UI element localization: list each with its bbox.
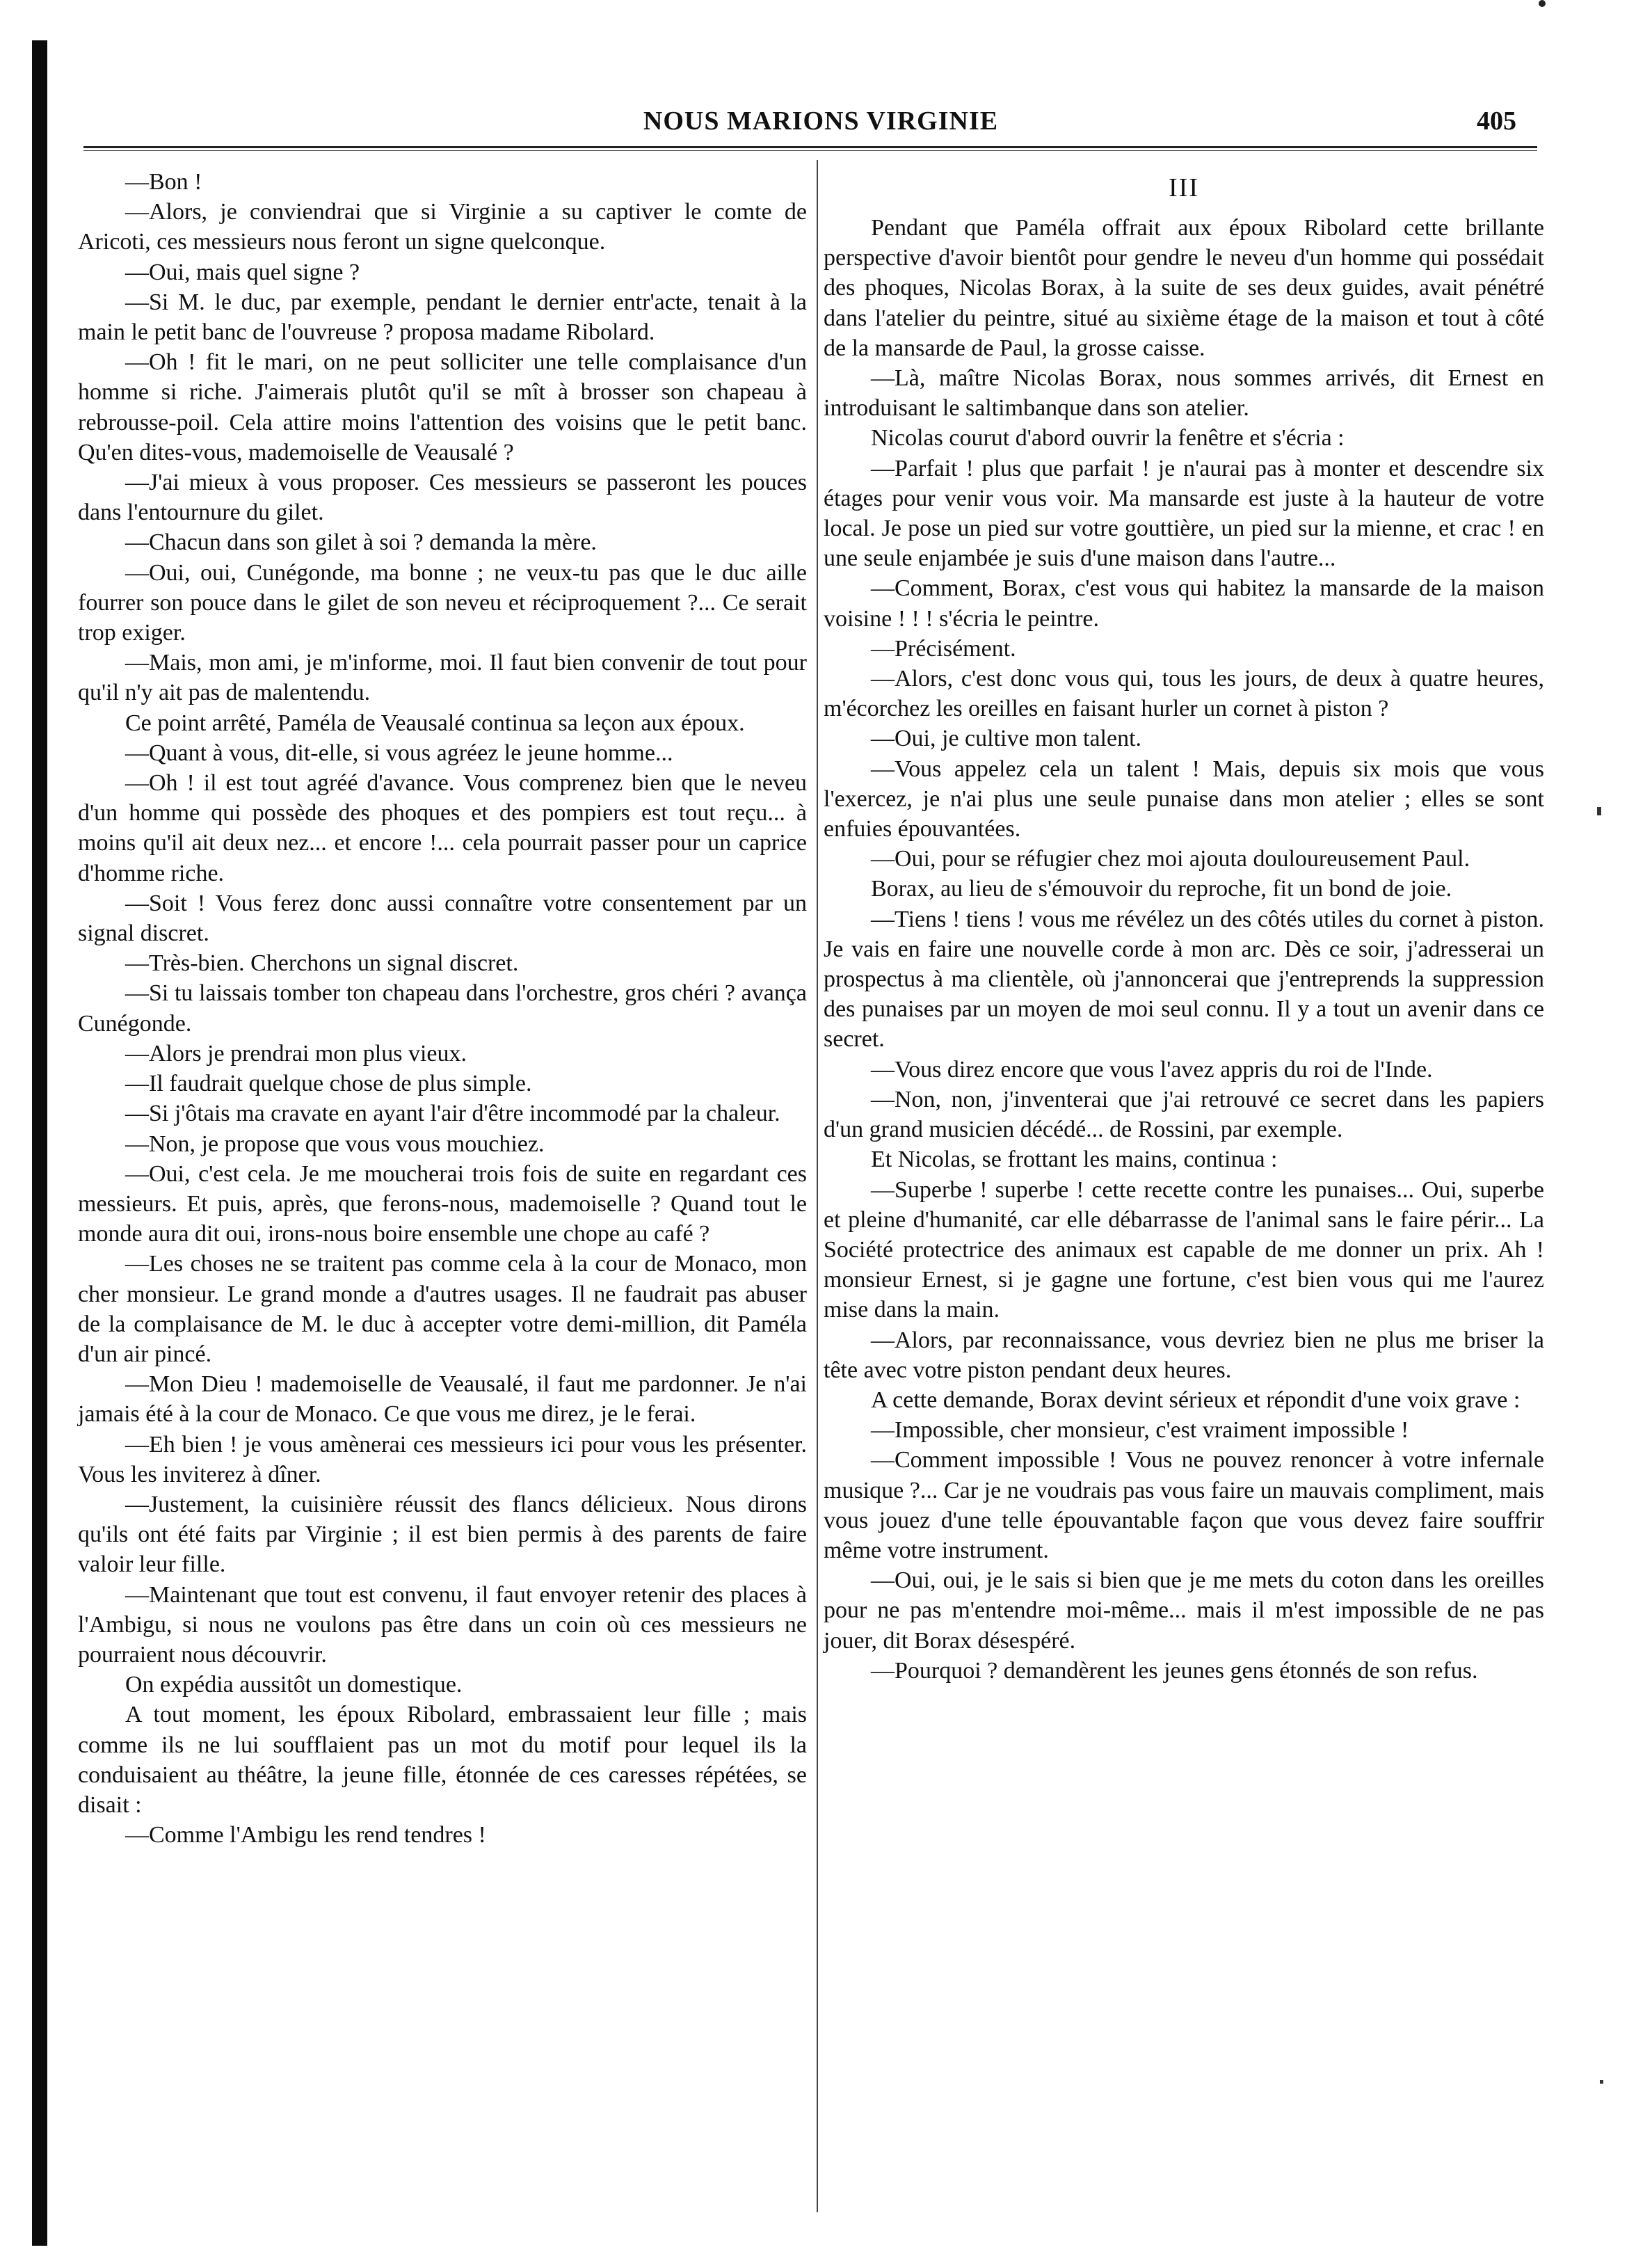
paragraph: Ce point arrêté, Paméla de Veausalé continua sa leçon aux époux. xyxy=(125,710,745,736)
paragraph: A cette demande, Borax devint sérieux et répondit d'une voix grave : xyxy=(871,1387,1521,1413)
paragraph: —Bon ! xyxy=(125,169,202,195)
running-title: NOUS MARIONS VIRGINIE xyxy=(643,106,999,136)
paragraph: Pendant que Paméla offrait aux époux Ribolard cette brillante perspective d'avoir bientôt pour gendre le neveu d'un homme qui possédait des phoques, Nicolas Borax, à la suite de ses deux guides, avait pénétré dans l'atelier du peintre, situé au sixième étage de la maison et tout à côté de la mansarde de Paul, la grosse caisse. xyxy=(824,215,1544,361)
margin-speck xyxy=(1600,2080,1603,2084)
paragraph: —Tiens ! tiens ! vous me révélez un des côtés utiles du cornet à piston. Je vais en faire une nouvelle corde à mon arc. Dès ce soir, j'adresserai un prospectus à ma clientèle, où j'annoncerai que j'entreprends la suppression des punaises par un moyen de moi seul connu. Il y a tout un avenir dans ce secret. xyxy=(824,906,1544,1053)
paragraph: —Non, non, j'inventerai que j'ai retrouvé ce secret dans les papiers d'un grand musicien décédé... de Rossini, par exemple. xyxy=(824,1086,1544,1143)
paragraph: —Pourquoi ? demandèrent les jeunes gens étonnés de son refus. xyxy=(871,1657,1478,1684)
paragraph: —Eh bien ! je vous amènerai ces messieurs ici pour vous les présenter. Vous les inviterez à dîner. xyxy=(78,1431,807,1487)
paragraph: —Impossible, cher monsieur, c'est vraiment impossible ! xyxy=(871,1417,1409,1444)
paragraph: —Parfait ! plus que parfait ! je n'aurai pas à monter et descendre six étages pour venir vous voir. Ma mansarde est juste à la hauteur de votre local. Je pose un pied sur votre gouttière, un pied sur la mienne, et crac ! en une seule enjambée je suis d'une maison dans l'autre... xyxy=(824,455,1544,572)
paragraph: —Comme l'Ambigu les rend tendres ! xyxy=(125,1822,486,1848)
page-number: 405 xyxy=(1477,106,1516,136)
paragraph: —Oh ! il est tout agréé d'avance. Vous comprenez bien que le neveu d'un homme qui possède des phoques et des pompiers est tout reçu... à moins qu'il ait deux nez... et encore !... cela pourrait passer pour un caprice d'homme riche. xyxy=(78,770,807,886)
paragraph: —Oui, je cultive mon talent. xyxy=(871,726,1142,752)
paragraph: —Très-bien. Cherchons un signal discret. xyxy=(125,950,519,977)
left-column xyxy=(78,167,807,1850)
paragraph: —Précisément. xyxy=(871,635,1016,662)
paragraph: —Alors, je conviendrai que si Virginie a su captiver le comte de Aricoti, ces messieurs nous feront un signe quelconque. xyxy=(78,199,807,255)
paragraph: Nicolas courut d'abord ouvrir la fenêtre et s'écria : xyxy=(871,425,1345,452)
paragraph: —Vous direz encore que vous l'avez appris du roi de l'Inde. xyxy=(871,1056,1433,1083)
paragraph: —Quant à vous, dit-elle, si vous agréez le jeune homme... xyxy=(125,740,673,766)
paragraph: —Justement, la cuisinière réussit des flancs délicieux. Nous dirons qu'ils ont été faits par Virginie ; il est bien permis à des parents de faire valoir leur fille. xyxy=(78,1491,807,1578)
header-rule-thin xyxy=(83,150,1537,151)
paragraph: —Superbe ! superbe ! cette recette contre les punaises... Oui, superbe et pleine d'humanité, car elle débarrasse de l'animal sans le faire périr... La Société protectrice des animaux est capable de me donner un prix. Ah ! monsieur Ernest, si je gagne une fortune, c'est bien vous qui me l'aurez mise dans la main. xyxy=(824,1176,1544,1323)
paragraph: —Soit ! Vous ferez donc aussi connaître votre consentement par un signal discret. xyxy=(78,890,807,947)
paragraph: —Oh ! fit le mari, on ne peut solliciter une telle complaisance d'un homme si riche. J'aimerais plutôt qu'il se mît à brosser son chapeau à rebrousse-poil. Cela attire moins l'attention des voisins que le petit banc. Qu'en dites-vous, mademoiselle de Veausalé ? xyxy=(78,349,807,465)
page-binding-edge xyxy=(32,40,47,2246)
column-divider xyxy=(817,160,818,2212)
paragraph: —Les choses ne se traitent pas comme cela à la cour de Monaco, mon cher monsieur. Le grand monde a d'autres usages. Il ne faudrait pas abuser de la complaisance de M. le duc à accepter votre demi-million, dit Paméla d'un air pincé. xyxy=(78,1251,807,1367)
paragraph: —Alors, c'est donc vous qui, tous les jours, de deux à quatre heures, m'écorchez les oreilles en faisant hurler un cornet à piston ? xyxy=(824,666,1544,722)
paragraph: —Oui, c'est cela. Je me moucherai trois fois de suite en regardant ces messieurs. Et puis, après, que ferons-nous, mademoiselle ? Quand tout le monde aura dit oui, irons-nous boire ensemble une chope au café ? xyxy=(78,1160,807,1247)
paragraph: —Comment, Borax, c'est vous qui habitez la mansarde de la maison voisine ! ! ! s'écria le peintre. xyxy=(824,575,1544,632)
paragraph: —Mon Dieu ! mademoiselle de Veausalé, il faut me pardonner. Je n'ai jamais été à la cour de Monaco. Ce que vous me direz, je le ferai. xyxy=(78,1371,807,1428)
paragraph: —J'ai mieux à vous proposer. Ces messieurs se passeront les pouces dans l'entournure du gilet. xyxy=(78,470,807,526)
paragraph: —Oui, pour se réfugier chez moi ajouta douloureusement Paul. xyxy=(871,846,1470,872)
paragraph: —Si tu laissais tomber ton chapeau dans l'orchestre, gros chéri ? avança Cunégonde. xyxy=(78,980,807,1037)
paragraph: —Maintenant que tout est convenu, il faut envoyer retenir des places à l'Ambigu, si nous ne voulons pas être dans un coin où ces messieurs ne pourraient nous découvrir. xyxy=(78,1581,807,1668)
paragraph: —Non, je propose que vous vous mouchiez. xyxy=(125,1131,545,1157)
page-header xyxy=(97,106,1544,147)
paragraph: —Alors je prendrai mon plus vieux. xyxy=(125,1040,467,1067)
paragraph: Borax, au lieu de s'émouvoir du reproche, fit un bond de joie. xyxy=(871,876,1452,902)
paragraph: —Comment impossible ! Vous ne pouvez renoncer à votre infernale musique ?... Car je ne voudrais pas vous faire un mauvais compliment, mais vous jouez d'une telle épouvantable façon que vous devez faire souffrir même votre instrument. xyxy=(824,1447,1544,1563)
paragraph: On expédia aussitôt un domestique. xyxy=(125,1672,463,1698)
paragraph: —Là, maître Nicolas Borax, nous sommes arrivés, dit Ernest en introduisant le saltimbanque dans son atelier. xyxy=(824,365,1544,422)
paragraph: —Oui, oui, Cunégonde, ma bonne ; ne veux-tu pas que le duc aille fourrer son pouce dans le gilet de son neveu et réciproquement ?... Ce serait trop exiger. xyxy=(78,559,807,646)
paragraph: —Vous appelez cela un talent ! Mais, depuis six mois que vous l'exercez, je n'ai plus une seule punaise dans mon atelier ; elles se sont enfuies épouvantées. xyxy=(824,756,1544,842)
paragraph: —Il faudrait quelque chose de plus simple. xyxy=(125,1071,532,1097)
paragraph: —Mais, mon ami, je m'informe, moi. Il faut bien convenir de tout pour qu'il n'y ait pas de malentendu. xyxy=(78,650,807,706)
right-column xyxy=(824,167,1544,1686)
paragraph: —Chacun dans son gilet à soi ? demanda la mère. xyxy=(125,529,597,556)
paragraph: —Oui, oui, je le sais si bien que je me mets du coton dans les oreilles pour ne pas m'entendre moi-même... mais il m'est impossible de ne pas jouer, dit Borax désespéré. xyxy=(824,1567,1544,1654)
paragraph: A tout moment, les époux Ribolard, embrassaient leur fille ; mais comme ils ne lui soufflaient pas un mot du motif pour lequel ils la conduisaient au théâtre, la jeune fille, étonnée de ces caresses répétées, se disait : xyxy=(78,1702,807,1818)
paragraph: Et Nicolas, se frottant les mains, continua : xyxy=(871,1147,1278,1173)
paragraph: —Alors, par reconnaissance, vous devriez bien ne plus me briser la tête avec votre piston pendant deux heures. xyxy=(824,1327,1544,1383)
paragraph: —Si j'ôtais ma cravate en ayant l'air d'être incommodé par la chaleur. xyxy=(125,1101,780,1127)
margin-speck xyxy=(1597,807,1601,815)
section-number: III xyxy=(1169,173,1199,202)
paragraph: —Oui, mais quel signe ? xyxy=(125,259,360,285)
header-rule xyxy=(83,146,1537,148)
paragraph: —Si M. le duc, par exemple, pendant le dernier entr'acte, tenait à la main le petit banc de l'ouvreuse ? proposa madame Ribolard. xyxy=(78,289,807,346)
ink-speck xyxy=(1539,0,1546,7)
